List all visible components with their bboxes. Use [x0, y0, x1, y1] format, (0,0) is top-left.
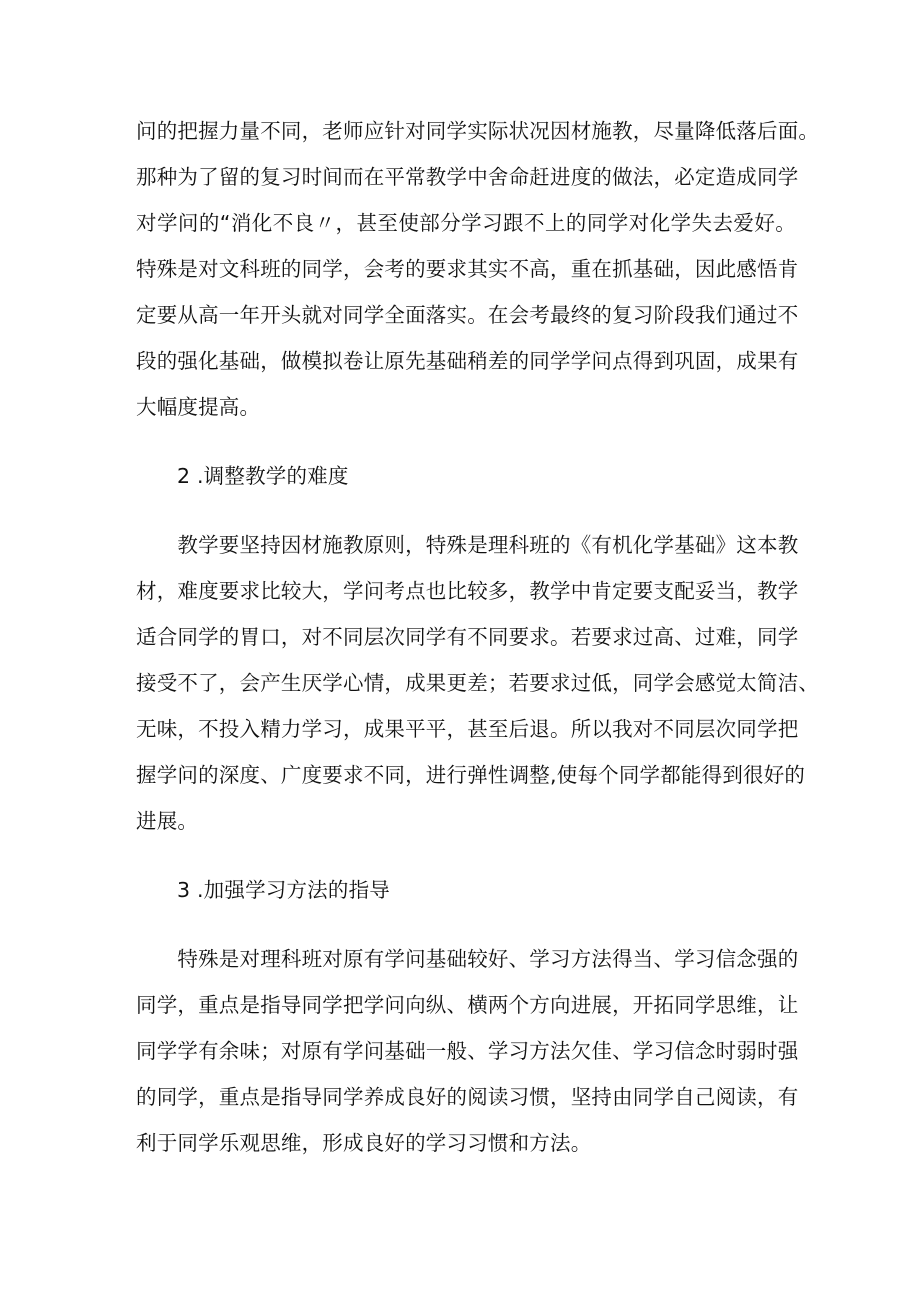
section-heading-3: 3 .加强学习方法的指导 [177, 878, 390, 902]
text-line: 利于同学乐观思维，形成良好的学习习惯和方法。 [136, 1131, 592, 1155]
text-line: 段的强化基础，做模拟卷让原先基础稍差的同学学问点得到巩固，成果有 [136, 349, 799, 373]
paragraph-3 [136, 936, 799, 1166]
text-line: 大幅度提高。 [136, 395, 261, 419]
text-line: 那种为了留的复习时间而在平常教学中舍命赶进度的做法，必定造成同学 [136, 165, 799, 189]
text-line: 进展。 [136, 809, 199, 833]
text-line: 握学问的深度、广度要求不同，进行弹性调整,使每个同学都能得到很好的 [136, 763, 806, 787]
text-line: 的同学，重点是指导同学养成良好的阅读习惯，坚持由同学自己阅读，有 [136, 1085, 799, 1109]
paragraph-1 [136, 108, 820, 430]
text-line: 问的把握力量不同，老师应针对同学实际状况因材施教，尽量降低落后面。 [136, 119, 820, 143]
text-line: 材，难度要求比较大，学问考点也比较多，教学中肯定要支配妥当，教学 [136, 579, 799, 603]
paragraph-gap [136, 844, 796, 867]
paragraph-gap [136, 913, 796, 936]
document-body [136, 108, 820, 1166]
text-line: 教学要坚持因材施教原则，特殊是理科班的《有机化学基础》这本教 [136, 533, 799, 557]
text-line: 接受不了，会产生厌学心情，成果更差；若要求过低，同学会感觉太简洁、 [136, 671, 820, 695]
section-heading-2: 2 .调整教学的难度 [177, 464, 349, 488]
text-line: 对学问的“消化不良〃，甚至使部分学习跟不上的同学对化学失去爱好。 [136, 211, 796, 235]
paragraph-gap [136, 430, 796, 453]
text-line: 特殊是对文科班的同学，会考的要求其实不高，重在抓基础，因此感悟肯 [136, 257, 799, 281]
text-line: 同学，重点是指导同学把学问向纵、横两个方向进展，开拓同学思维，让 [136, 993, 799, 1017]
text-line: 同学学有余味；对原有学问基础一般、学习方法欠佳、学习信念时弱时强 [136, 1039, 799, 1063]
text-line: 适合同学的胃口，对不同层次同学有不同要求。若要求过高、过难，同学 [136, 625, 799, 649]
text-line: 无味，不投入精力学习，成果平平，甚至后退。所以我对不同层次同学把 [136, 717, 799, 741]
text-line: 定要从高一年开头就对同学全面落实。在会考最终的复习阶段我们通过不 [136, 303, 799, 327]
paragraph-gap [136, 499, 796, 522]
paragraph-2 [136, 522, 820, 844]
text-line: 特殊是对理科班对原有学问基础较好、学习方法得当、学习信念强的 [136, 947, 799, 971]
